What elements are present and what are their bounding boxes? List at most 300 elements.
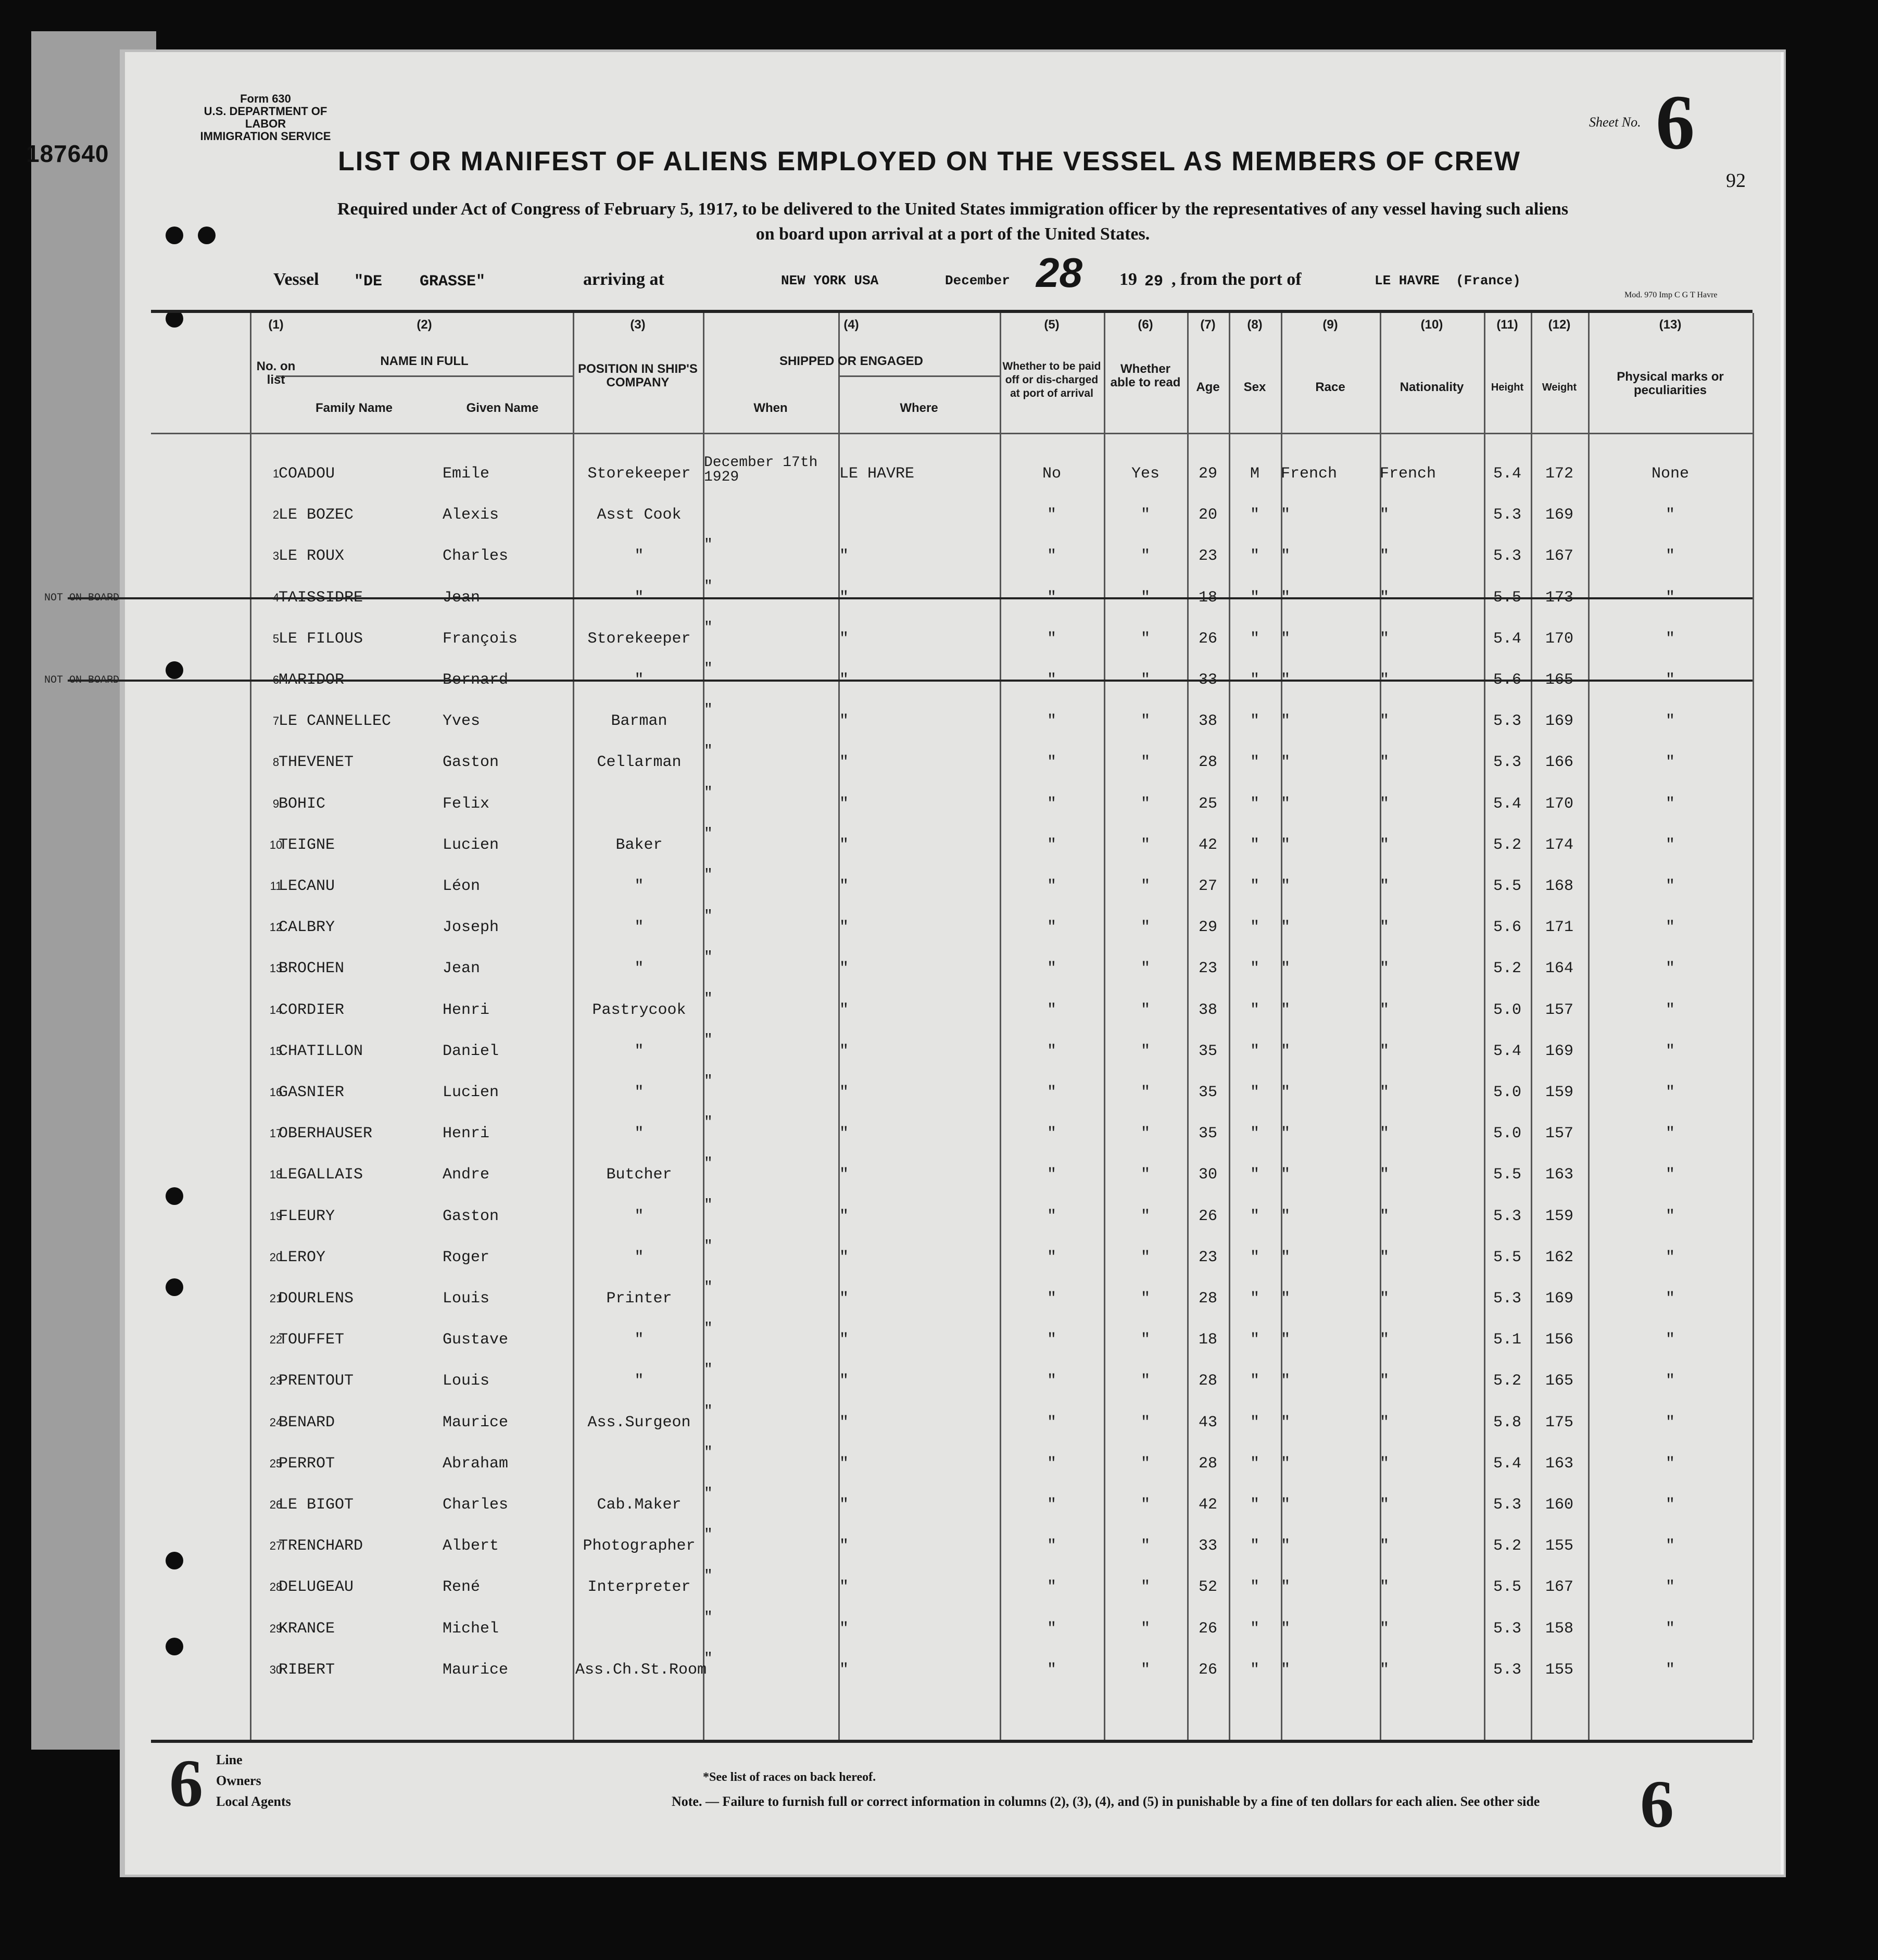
cell-position: " <box>634 671 644 689</box>
vessel-name: "DE GRASSE" <box>354 273 486 291</box>
cell-position: " <box>634 919 644 937</box>
cell-marks: " <box>1665 877 1675 895</box>
row-number: 17 <box>269 1127 283 1140</box>
col-4b-header: Where <box>900 401 938 415</box>
cell-weight: 169 <box>1545 1290 1573 1308</box>
cell-position: " <box>634 877 644 895</box>
cell-height: 5.3 <box>1493 712 1521 731</box>
service-name: IMMIGRATION SERVICE <box>200 130 331 143</box>
cell-given: Maurice <box>443 1413 509 1431</box>
cell-read: " <box>1140 588 1150 607</box>
stamp-number: 187640 <box>26 140 109 167</box>
cell-family: OBERHAUSER <box>279 1125 373 1143</box>
cell-paid: " <box>1047 795 1056 813</box>
cell-nationality: " <box>1380 1042 1390 1060</box>
cell-position: Ass.Ch.St.Room <box>575 1661 707 1679</box>
cell-where: " <box>839 1248 849 1266</box>
row-number: 13 <box>269 962 283 975</box>
from-port: LE HAVRE (France) <box>1375 273 1521 288</box>
cell-age: 18 <box>1198 588 1217 607</box>
col-12-header: Weight <box>1542 382 1577 393</box>
cell-when: " <box>704 784 713 801</box>
cell-weight: 157 <box>1545 1001 1573 1019</box>
cell-marks: " <box>1665 1619 1675 1638</box>
cell-sex: " <box>1250 1413 1259 1431</box>
cell-age: 35 <box>1198 1084 1217 1101</box>
cell-weight: 168 <box>1545 877 1573 895</box>
cell-age: 28 <box>1198 1454 1217 1473</box>
cell-race: " <box>1281 1001 1291 1019</box>
cell-paid: " <box>1047 1619 1056 1638</box>
local-agents-label: Local Agents <box>216 1794 291 1809</box>
cell-family: BOHIC <box>279 795 326 813</box>
cell-sex: " <box>1250 1084 1259 1101</box>
strike-through-line <box>68 597 1753 599</box>
cell-position: Storekeeper <box>587 630 691 648</box>
cell-height: 5.4 <box>1493 465 1521 483</box>
cell-position: Cellarman <box>597 753 682 772</box>
cell-family: LECANU <box>279 877 335 895</box>
col-4a-header: When <box>753 401 788 415</box>
cell-race: " <box>1281 712 1291 731</box>
crew-manifest-table <box>44 310 1753 1743</box>
cell-paid: " <box>1047 1084 1056 1101</box>
cell-age: 18 <box>1198 1331 1217 1349</box>
cell-height: 5.5 <box>1493 588 1521 607</box>
cell-sex: " <box>1250 1619 1259 1638</box>
cell-nationality: " <box>1380 671 1390 689</box>
cell-paid: " <box>1047 1290 1056 1308</box>
table-row <box>151 1402 1753 1443</box>
cell-sex: " <box>1250 506 1259 524</box>
cell-marks: " <box>1665 1084 1675 1101</box>
cell-read: " <box>1140 1454 1150 1473</box>
cell-sex: " <box>1250 877 1259 895</box>
cell-when: " <box>704 1486 713 1502</box>
cell-when: " <box>704 1032 713 1048</box>
cell-age: 29 <box>1198 465 1217 483</box>
row-number: 8 <box>272 756 280 769</box>
row-number: 11 <box>270 880 282 893</box>
manifest-title: LIST OR MANIFEST OF ALIENS EMPLOYED ON THE VESSEL AS MEMBERS OF CREW <box>338 146 1521 177</box>
cell-weight: 155 <box>1545 1661 1573 1679</box>
cell-given: Yves <box>443 712 481 731</box>
cell-race: " <box>1281 1166 1291 1184</box>
cell-height: 5.4 <box>1493 1454 1521 1473</box>
table-row <box>151 1031 1753 1072</box>
cell-family: COADOU <box>279 465 335 483</box>
cell-position: " <box>634 960 644 978</box>
cell-when: " <box>704 1321 713 1337</box>
table-row <box>151 1320 1753 1361</box>
table-row <box>151 1526 1753 1567</box>
cell-weight: 172 <box>1545 465 1573 483</box>
cell-race: " <box>1281 1042 1291 1060</box>
cell-weight: 166 <box>1545 753 1573 772</box>
cell-race: " <box>1281 877 1291 895</box>
cell-age: 43 <box>1198 1413 1217 1431</box>
table-row <box>151 784 1753 825</box>
col-6-header: Whether able to read <box>1110 362 1181 390</box>
cell-height: 5.6 <box>1493 671 1521 689</box>
cell-sex: " <box>1250 1661 1259 1679</box>
cell-race: " <box>1281 630 1291 648</box>
cell-read: " <box>1140 1248 1150 1266</box>
cell-given: Gaston <box>443 1207 499 1225</box>
col-3-header: POSITION IN SHIP'S COMPANY <box>578 362 698 390</box>
cell-age: 33 <box>1198 1537 1217 1555</box>
row-number: 1 <box>272 467 280 480</box>
cell-nationality: " <box>1380 1331 1390 1349</box>
cell-age: 26 <box>1198 1661 1217 1679</box>
cell-weight: 169 <box>1545 1042 1573 1060</box>
cell-given: Louis <box>443 1290 490 1308</box>
table-row <box>151 825 1753 866</box>
cell-height: 5.0 <box>1493 1001 1521 1019</box>
col-8-header: Sex <box>1243 380 1266 394</box>
cell-given: François <box>443 630 518 648</box>
cell-where: " <box>839 960 849 978</box>
cell-where: LE HAVRE <box>839 465 915 483</box>
cell-nationality: " <box>1380 1454 1390 1473</box>
cell-family: BENARD <box>279 1413 335 1431</box>
cell-where: " <box>839 1084 849 1101</box>
cell-given: Gaston <box>443 753 499 772</box>
cell-given: Daniel <box>443 1042 499 1060</box>
cell-given: Bernard <box>443 671 509 689</box>
cell-nationality: " <box>1380 1496 1390 1514</box>
col-11-num: (11) <box>1496 318 1518 332</box>
cell-height: 5.3 <box>1493 1496 1521 1514</box>
table-row <box>151 1609 1753 1650</box>
cell-family: LEGALLAIS <box>279 1166 363 1184</box>
cell-position: Cab.Maker <box>597 1496 682 1514</box>
cell-nationality: " <box>1380 506 1390 524</box>
cell-paid: " <box>1047 1454 1056 1473</box>
page-number: 92 <box>1726 170 1746 192</box>
table-row <box>151 742 1753 783</box>
sheet-number: 6 <box>1656 79 1695 166</box>
cell-age: 27 <box>1198 877 1217 895</box>
cell-where: " <box>839 1331 849 1349</box>
cell-weight: 162 <box>1545 1248 1573 1266</box>
cell-paid: " <box>1047 1578 1056 1597</box>
cell-when: " <box>704 1279 713 1296</box>
print-note: Mod. 970 Imp C G T Havre <box>1624 291 1718 299</box>
cell-height: 5.3 <box>1493 753 1521 772</box>
cell-age: 42 <box>1198 1496 1217 1514</box>
cell-marks: " <box>1665 919 1675 937</box>
cell-paid: " <box>1047 753 1056 772</box>
row-number: 15 <box>269 1044 283 1058</box>
cell-given: Abraham <box>443 1454 509 1473</box>
cell-when: " <box>704 702 713 719</box>
cell-given: Gustave <box>443 1331 509 1349</box>
cell-position: Asst Cook <box>597 506 682 524</box>
cell-height: 5.5 <box>1493 877 1521 895</box>
cell-nationality: " <box>1380 1537 1390 1555</box>
cell-position: Photographer <box>583 1537 696 1555</box>
cell-paid: " <box>1047 588 1056 607</box>
cell-race: " <box>1281 1084 1291 1101</box>
cell-where: " <box>839 795 849 813</box>
cell-height: 5.4 <box>1493 630 1521 648</box>
cell-where: " <box>839 1290 849 1308</box>
row-number: 14 <box>269 1003 283 1016</box>
cell-age: 42 <box>1198 836 1217 854</box>
cell-paid: No <box>1042 465 1061 483</box>
cell-age: 38 <box>1198 1001 1217 1019</box>
cell-race: " <box>1281 1496 1291 1514</box>
cell-when: " <box>704 825 713 842</box>
cell-marks: " <box>1665 712 1675 731</box>
cell-marks: " <box>1665 1496 1675 1514</box>
cell-read: " <box>1140 1619 1150 1638</box>
cell-sex: " <box>1250 1125 1259 1143</box>
cell-weight: 170 <box>1545 630 1573 648</box>
cell-read: " <box>1140 547 1150 566</box>
cell-paid: " <box>1047 836 1056 854</box>
cell-weight: 169 <box>1545 506 1573 524</box>
row-number: 5 <box>272 632 280 645</box>
row-number: 23 <box>269 1374 283 1388</box>
cell-when: " <box>704 1155 713 1172</box>
cell-sex: " <box>1250 836 1259 854</box>
table-row <box>151 948 1753 989</box>
cell-position: Baker <box>615 836 663 854</box>
row-number: 24 <box>269 1415 283 1429</box>
col-3-num: (3) <box>630 318 646 332</box>
cell-height: 5.3 <box>1493 1619 1521 1638</box>
cell-race: " <box>1281 1248 1291 1266</box>
cell-weight: 173 <box>1545 588 1573 607</box>
cell-nationality: " <box>1380 1413 1390 1431</box>
cell-paid: " <box>1047 547 1056 566</box>
cell-paid: " <box>1047 712 1056 731</box>
cell-paid: " <box>1047 960 1056 978</box>
cell-read: " <box>1140 671 1150 689</box>
cell-where: " <box>839 836 849 854</box>
cell-paid: " <box>1047 671 1056 689</box>
races-note: *See list of races on back hereof. <box>703 1770 876 1784</box>
cell-family: DELUGEAU <box>279 1578 354 1597</box>
cell-nationality: " <box>1380 960 1390 978</box>
cell-read: " <box>1140 1166 1150 1184</box>
cell-nationality: " <box>1380 919 1390 937</box>
cell-marks: " <box>1665 671 1675 689</box>
cell-weight: 160 <box>1545 1496 1573 1514</box>
cell-where: " <box>839 1537 849 1555</box>
cell-height: 5.5 <box>1493 1578 1521 1597</box>
cell-nationality: " <box>1380 588 1390 607</box>
cell-position: " <box>634 1207 644 1225</box>
col-10-num: (10) <box>1420 318 1443 332</box>
cell-family: GASNIER <box>279 1084 345 1101</box>
cell-height: 5.3 <box>1493 506 1521 524</box>
cell-given: Felix <box>443 795 490 813</box>
cell-family: KRANCE <box>279 1619 335 1638</box>
cell-when: December 17th 1929 <box>704 455 818 485</box>
cell-position: " <box>634 1248 644 1266</box>
cell-position: " <box>634 588 644 607</box>
cell-age: 25 <box>1198 795 1217 813</box>
cell-age: 23 <box>1198 1248 1217 1266</box>
sheet-mark-left: 6 <box>169 1746 203 1821</box>
cell-family: TOUFFET <box>279 1331 345 1349</box>
col-13-num: (13) <box>1659 318 1682 332</box>
cell-family: TRENCHARD <box>279 1537 363 1555</box>
cell-read: " <box>1140 1537 1150 1555</box>
cell-read: " <box>1140 1042 1150 1060</box>
cell-sex: " <box>1250 960 1259 978</box>
cell-when: " <box>704 990 713 1007</box>
cell-position: " <box>634 547 644 566</box>
row-number: 21 <box>269 1292 283 1305</box>
cell-marks: " <box>1665 836 1675 854</box>
cell-given: Charles <box>443 1496 509 1514</box>
cell-given: Lucien <box>443 836 499 854</box>
row-number: 26 <box>269 1498 283 1511</box>
cell-age: 35 <box>1198 1125 1217 1143</box>
row-number: 2 <box>272 508 280 522</box>
cell-when: " <box>704 1650 713 1667</box>
table-row <box>151 1113 1753 1154</box>
cell-given: Joseph <box>443 919 499 937</box>
cell-weight: 157 <box>1545 1125 1573 1143</box>
row-number: 16 <box>269 1086 283 1099</box>
cell-weight: 167 <box>1545 547 1573 566</box>
cell-nationality: French <box>1380 465 1436 483</box>
cell-given: Albert <box>443 1537 499 1555</box>
cell-age: 26 <box>1198 1619 1217 1638</box>
row-number: 27 <box>269 1539 283 1553</box>
cell-position: " <box>634 1125 644 1143</box>
col-8-num: (8) <box>1247 318 1263 332</box>
cell-read: " <box>1140 630 1150 648</box>
cell-race: " <box>1281 1372 1291 1390</box>
cell-height: 5.3 <box>1493 1661 1521 1679</box>
cell-marks: " <box>1665 506 1675 524</box>
vessel-label: Vessel <box>273 270 319 289</box>
arriving-label: arriving at <box>583 270 664 289</box>
cell-race: " <box>1281 1125 1291 1143</box>
row-number: 22 <box>269 1333 283 1347</box>
col-2a-header: Family Name <box>315 401 393 415</box>
col-6-num: (6) <box>1138 318 1153 332</box>
cell-where: " <box>839 1125 849 1143</box>
cell-read: " <box>1140 1413 1150 1431</box>
cell-paid: " <box>1047 1537 1056 1555</box>
cell-weight: 159 <box>1545 1084 1573 1101</box>
col-4-header: SHIPPED OR ENGAGED <box>779 354 924 368</box>
cell-race: " <box>1281 547 1291 566</box>
cell-family: LE BIGOT <box>279 1496 354 1514</box>
cell-given: Michel <box>443 1619 499 1638</box>
cell-sex: " <box>1250 1166 1259 1184</box>
cell-paid: " <box>1047 877 1056 895</box>
cell-family: CALBRY <box>279 919 335 937</box>
cell-read: " <box>1140 836 1150 854</box>
cell-height: 5.6 <box>1493 919 1521 937</box>
cell-where: " <box>839 588 849 607</box>
cell-sex: " <box>1250 1537 1259 1555</box>
cell-where: " <box>839 877 849 895</box>
cell-age: 28 <box>1198 753 1217 772</box>
row-number: 28 <box>269 1580 283 1594</box>
col-1-num: (1) <box>268 318 284 332</box>
cell-sex: " <box>1250 753 1259 772</box>
cell-given: Charles <box>443 547 509 566</box>
col-2-num: (2) <box>417 318 432 332</box>
cell-where: " <box>839 1372 849 1390</box>
cell-age: 35 <box>1198 1042 1217 1060</box>
cell-age: 38 <box>1198 712 1217 731</box>
row-number: 25 <box>269 1456 283 1470</box>
form-number: Form 630 <box>240 92 291 105</box>
cell-sex: " <box>1250 1042 1259 1060</box>
cell-given: Léon <box>443 877 481 895</box>
row-number: 12 <box>269 921 283 934</box>
strike-through-line <box>68 680 1753 682</box>
sheet-label: Sheet No. <box>1589 115 1641 130</box>
cell-race: " <box>1281 1207 1291 1225</box>
cell-sex: " <box>1250 1248 1259 1266</box>
cell-family: LE FILOUS <box>279 630 363 648</box>
cell-read: " <box>1140 753 1150 772</box>
cell-position: " <box>634 1372 644 1390</box>
cell-age: 28 <box>1198 1290 1217 1308</box>
col-7-header: Age <box>1196 380 1220 394</box>
cell-given: Roger <box>443 1248 490 1266</box>
col-12-num: (12) <box>1548 318 1571 332</box>
cell-position: Ass.Surgeon <box>587 1413 691 1431</box>
cell-height: 5.0 <box>1493 1125 1521 1143</box>
cell-sex: " <box>1250 1331 1259 1349</box>
row-number: 7 <box>272 714 280 728</box>
cell-when: " <box>704 1444 713 1461</box>
cell-race: " <box>1281 1661 1291 1679</box>
cell-paid: " <box>1047 919 1056 937</box>
cell-race: " <box>1281 1331 1291 1349</box>
cell-age: 26 <box>1198 630 1217 648</box>
cell-nationality: " <box>1380 1207 1390 1225</box>
cell-weight: 170 <box>1545 795 1573 813</box>
cell-age: 26 <box>1198 1207 1217 1225</box>
cell-paid: " <box>1047 1413 1056 1431</box>
manifest-subtitle <box>182 197 1723 247</box>
cell-height: 5.3 <box>1493 547 1521 566</box>
cell-where: " <box>839 1578 849 1597</box>
cell-nationality: " <box>1380 1001 1390 1019</box>
cell-family: TEIGNE <box>279 836 335 854</box>
table-row <box>151 1237 1753 1278</box>
cell-nationality: " <box>1380 1290 1390 1308</box>
table-row <box>151 1443 1753 1485</box>
year-prefix: 19 <box>1119 270 1137 289</box>
cell-when: " <box>704 1073 713 1089</box>
cell-when: " <box>704 1609 713 1626</box>
cell-read: " <box>1140 712 1150 731</box>
cell-when: " <box>704 743 713 760</box>
cell-nationality: " <box>1380 630 1390 648</box>
cell-weight: 159 <box>1545 1207 1573 1225</box>
cell-marks: " <box>1665 1661 1675 1679</box>
row-number: 18 <box>269 1168 283 1182</box>
arriving-port: NEW YORK USA <box>781 273 879 288</box>
cell-read: " <box>1140 1290 1150 1308</box>
arrival-month: December <box>945 273 1010 288</box>
cell-where: " <box>839 547 849 566</box>
